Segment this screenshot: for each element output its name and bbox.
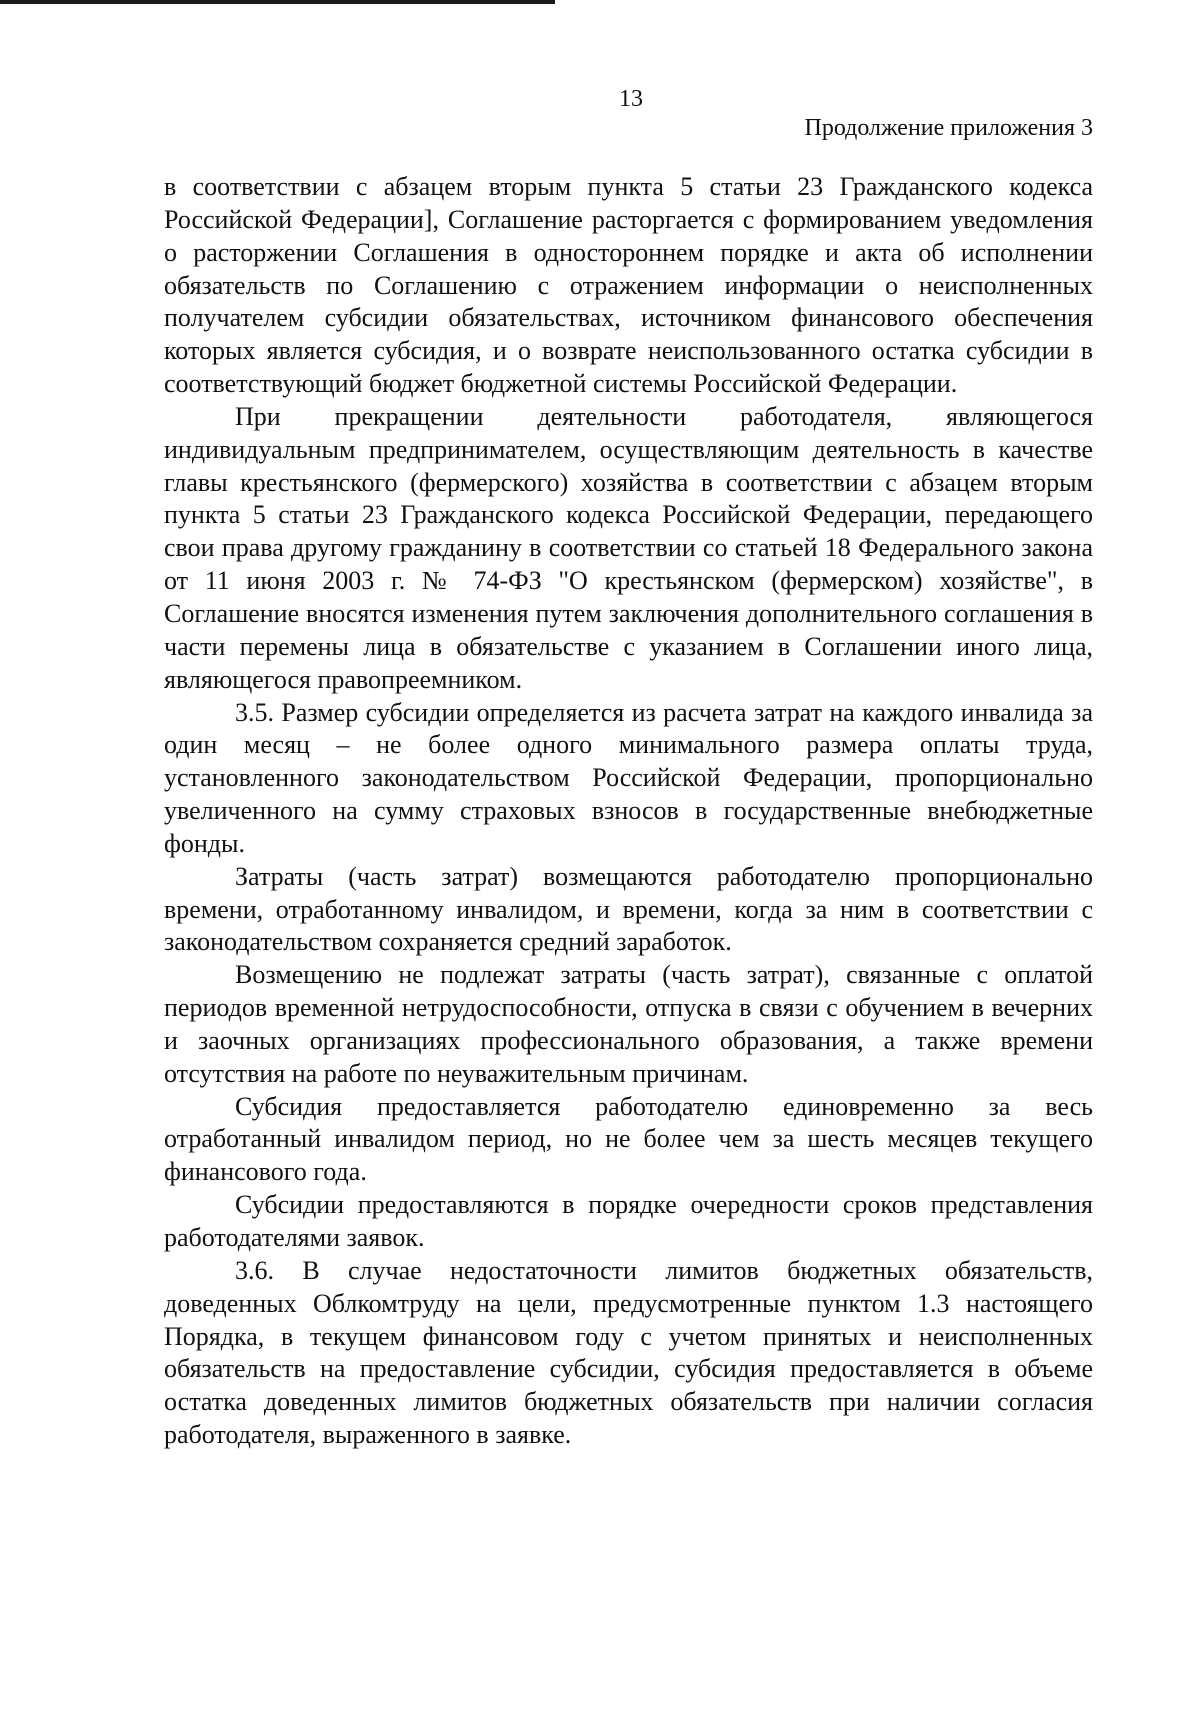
page-number: 13 <box>619 86 643 112</box>
paragraph-3-6-insufficient-limits: 3.6. В случае недостаточности лимитов бюджетных обязательств, доведенных Облкомтруду на цели, предусмотренные пунктом 1.3 настоящего Порядка, в текущем финансовом году с учетом принятых и неисполненных обязательств на предоставление субсидии, субсидия предоставляется в объеме остатка доведенных лимитов бюджетных обязательств при наличии согласия работодателя, выраженного в заявке. <box>164 1255 1093 1450</box>
paragraph-cost-reimbursement: Затраты (часть затрат) возмещаются работодателю пропорционально времени, отработанному инвалидом, и времени, когда за ним в соответствии с законодательством сохраняется средний заработок. <box>164 861 1093 957</box>
document-body <box>164 171 1093 1452</box>
paragraph-3-5-subsidy-size: 3.5. Размер субсидии определяется из расчета затрат на каждого инвалида за один месяц – не более одного минимального размера оплаты труда, установленного законодательством Российской Федерации, пропорционально увеличенного на сумму страховых взносов в государственные внебюджетные фонды. <box>164 697 1093 858</box>
paragraph-farm-successor: При прекращении деятельности работодателя, являющегося индивидуальным предпринимателем, осуществляющим деятельность в качестве главы крестьянского (фермерского) хозяйства в соответствии с абзацем вторым пункта 5 статьи 23 Гражданского кодекса Российской Федерации, передающего свои права другому гражданину в соответствии со статьей 18 Федерального закона от 11 июня 2003 г. № 74-ФЗ "О крестьянском (фермерском) хозяйстве", в Соглашение вносятся изменения путем заключения дополнительного соглашения в части перемены лица в обязательстве с указанием в Соглашении иного лица, являющегося правопреемником. <box>164 401 1093 694</box>
paragraph-order-of-applications: Субсидии предоставляются в порядке очередности сроков представления работодателями заявок. <box>164 1190 1093 1252</box>
paragraph-lump-sum: Субсидия предоставляется работодателю единовременно за весь отработанный инвалидом период, но не более чем за шесть месяцев текущего финансового года. <box>164 1091 1093 1187</box>
paragraph-non-reimbursable: Возмещению не подлежат затраты (часть затрат), связанные с оплатой периодов временной нетрудоспособности, отпуска в связи с обучением в вечерних и заочных организациях профессионального образования, а также времени отсутствия на работе по неуважительным причинам. <box>164 960 1093 1088</box>
appendix-continuation-note: Продолжение приложения 3 <box>804 115 1093 141</box>
paragraph-termination-continued: в соответствии с абзацем вторым пункта 5 статьи 23 Гражданского кодекса Российской Федерации], Соглашение расторгается с формированием уведомления о расторжении Соглашения в одностороннем порядке и акта об исполнении обязательств по Соглашению с отражением информации о неисполненных получателем субсидии обязательствах, источником финансового обеспечения которых является субсидия, и о возврате неиспользованного остатка субсидии в соответствующий бюджет бюджетной системы Российской Федерации. <box>164 172 1093 399</box>
scan-edge-line <box>0 0 555 4</box>
